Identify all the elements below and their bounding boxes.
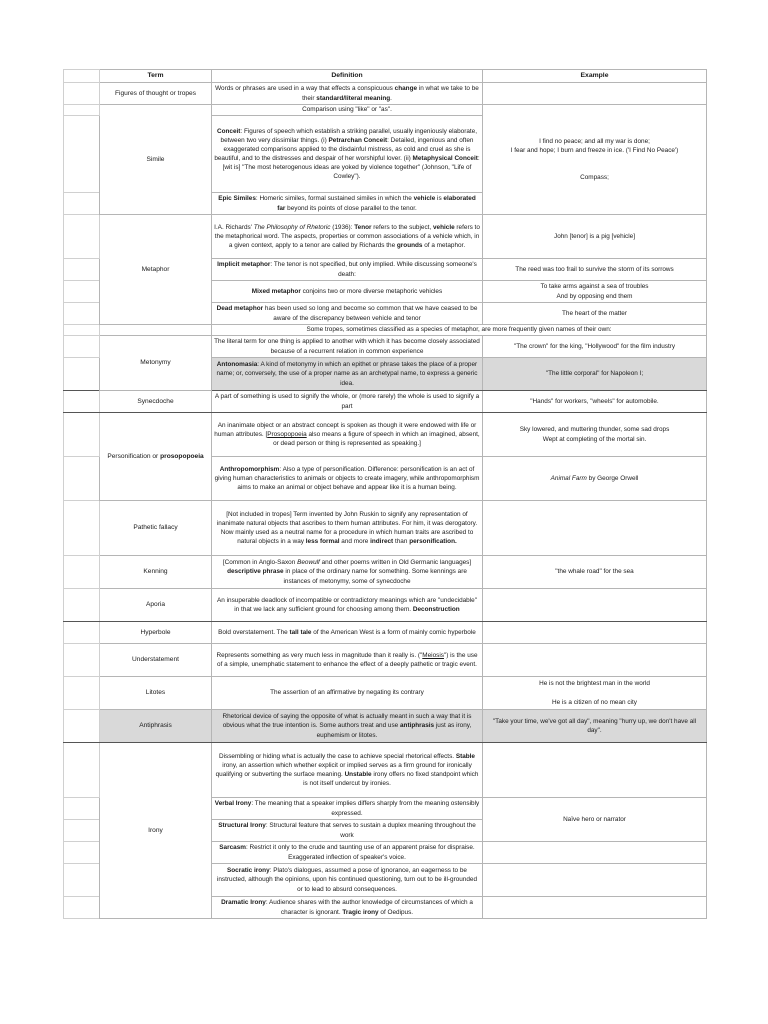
definition-cell: Bold overstatement. The tall tale of the American West is a form of mainly comic hyperbole — [212, 622, 483, 644]
row-index-cell — [64, 677, 100, 710]
row-index-cell — [64, 556, 100, 589]
row-index-cell — [64, 116, 100, 193]
row-index-cell — [64, 259, 100, 281]
row-index-cell — [64, 820, 100, 842]
definition-cell: Implicit metaphor: The tenor is not specified, but only implied. While discussing someone's death: — [212, 259, 483, 281]
definition-cell: Verbal Irony: The meaning that a speaker implies differs sharply from the meaning ostensibly expressed. — [212, 798, 483, 820]
definition-cell: Socratic irony: Plato's dialogues, assumed a pose of ignorance, an eagerness to be instructed, although the opinions, upon his continued questioning, turn out to be ill-grounded or to lead to absurd consequences. — [212, 864, 483, 897]
example-cell: "The crown" for the king, "Hollywood" for the film industry — [483, 336, 707, 358]
term-cell — [100, 325, 212, 336]
example-cell: "Take your time, we've got all day", meaning "hurry up, we don't have all day". — [483, 710, 707, 743]
definition-cell: Mixed metaphor conjoins two or more diverse metaphoric vehicles — [212, 281, 483, 303]
term-cell: Metonymy — [100, 336, 212, 391]
row-index-cell — [64, 710, 100, 743]
row-index-cell — [64, 325, 100, 336]
row-index-cell — [64, 589, 100, 622]
example-cell — [483, 622, 707, 644]
term-cell: Kenning — [100, 556, 212, 589]
row-index-cell — [64, 457, 100, 501]
row-index-cell — [64, 897, 100, 919]
row-index-cell — [64, 743, 100, 798]
definition-cell: Epic Similes: Homeric similes, formal sustained similes in which the vehicle is elaborated far beyond its points of close parallel to the tenor. — [212, 193, 483, 215]
row-index-cell — [64, 281, 100, 303]
example-cell — [483, 644, 707, 677]
table-row — [64, 644, 707, 677]
example-cell — [483, 864, 707, 897]
example-cell: The reed was too frail to survive the storm of its sorrows — [483, 259, 707, 281]
definition-cell: [Not included in tropes] Term invented by John Ruskin to signify any representation of inanimate natural objects that ascribes to them human attributes. For him, it was derogatory. Now mainly used as a neutral name for a procedure in which human traits are ascribed to natural objects in a way less formal and more indirect than personification. — [212, 501, 483, 556]
definition-cell: Structural Irony: Structural feature that serves to sustain a duplex meaning throughout the work — [212, 820, 483, 842]
definition-cell: Anthropomorphism: Also a type of personification. Difference: personification is an act of giving human characteristics to animals or objects to create imagery, while anthropomorphism aims to make an animal or object behave and appear like it is a human being. — [212, 457, 483, 501]
example-cell — [483, 501, 707, 556]
definition-cell: Words or phrases are used in a way that effects a conspicuous change in what we take to be their standard/literal meaning. — [212, 83, 483, 105]
glossary-table — [63, 69, 707, 919]
example-header: Example — [483, 70, 707, 83]
row-index-cell — [64, 105, 100, 116]
term-cell: Antiphrasis — [100, 710, 212, 743]
table-row — [64, 677, 707, 710]
definition-cell: Represents something as very much less in magnitude than it really is. ("Meiosis") is the use of a simple, unemphatic statement to enhance the effect of a deeply pathetic or tragic event. — [212, 644, 483, 677]
row-index-cell — [64, 83, 100, 105]
definition-cell: Sarcasm: Restrict it only to the crude and taunting use of an apparent praise for dispraise. Exaggerated inflection of speaker's voice. — [212, 842, 483, 864]
term-cell: Irony — [100, 743, 212, 919]
definition-cell: A part of something is used to signify the whole, or (more rarely) the whole is used to signify a part — [212, 391, 483, 413]
row-index-cell — [64, 622, 100, 644]
row-index-cell — [64, 358, 100, 391]
term-cell: Aporia — [100, 589, 212, 622]
table-row — [64, 589, 707, 622]
example-cell — [483, 842, 707, 864]
example-cell — [483, 743, 707, 798]
note-cell: Some tropes, sometimes classified as a species of metaphor, are more frequently given names of their own: — [212, 325, 707, 336]
example-cell: "The little corporal" for Napoleon I; — [483, 358, 707, 391]
table-row — [64, 336, 707, 358]
example-cell — [483, 897, 707, 919]
definition-cell: Dramatic Irony: Audience shares with the author knowledge of circumstances of which a character is ignorant. Tragic irony of Oedipus. — [212, 897, 483, 919]
term-cell: Personification or prosopopoeia — [100, 413, 212, 501]
row-index-cell — [64, 303, 100, 325]
table-row — [64, 743, 707, 798]
row-index-cell — [64, 391, 100, 413]
definition-cell: An inanimate object or an abstract concept is spoken as though it were endowed with life or human attributes. [Prosopopoeia also means a figure of speech in which an imagined, absent, or dead person or thing is represented as speaking.] — [212, 413, 483, 457]
example-cell: "Hands" for workers, "wheels" for automobile. — [483, 391, 707, 413]
term-cell: Litotes — [100, 677, 212, 710]
example-cell: Animal Farm by George Orwell — [483, 457, 707, 501]
definition-cell: Rhetorical device of saying the opposite of what is actually meant in such a way that it is obvious what the true intention is. Some authors treat and use antiphrasis just as irony, euphemism or litotes. — [212, 710, 483, 743]
table-row — [64, 391, 707, 413]
example-cell: John [tenor] is a pig [vehicle] — [483, 215, 707, 259]
term-cell: Figures of thought or tropes — [100, 83, 212, 105]
example-cell: Naïve hero or narrator — [483, 798, 707, 842]
example-cell: Sky lowered, and muttering thunder, some sad drops Wept at completing of the mortal sin. — [483, 413, 707, 457]
term-cell: Simile — [100, 105, 212, 215]
term-cell: Metaphor — [100, 215, 212, 325]
table-row — [64, 556, 707, 589]
table-row — [64, 83, 707, 105]
row-index-cell — [64, 70, 100, 83]
header-row — [64, 70, 707, 83]
table-row — [64, 325, 707, 336]
example-cell: I find no peace; and all my war is done; I fear and hope; I burn and freeze in ice. ('I Find No Peace') Compass; — [483, 105, 707, 215]
row-index-cell — [64, 193, 100, 215]
term-cell: Understatement — [100, 644, 212, 677]
example-cell: He is not the brightest man in the world He is a citizen of no mean city — [483, 677, 707, 710]
table-row — [64, 105, 707, 116]
row-index-cell — [64, 798, 100, 820]
row-index-cell — [64, 413, 100, 457]
term-cell: Pathetic fallacy — [100, 501, 212, 556]
definition-cell: Comparison using "like" or "as". — [212, 105, 483, 116]
row-index-cell — [64, 336, 100, 358]
definition-cell: The assertion of an affirmative by negating its contrary — [212, 677, 483, 710]
definition-cell: Dead metaphor has been used so long and become so common that we have ceased to be aware of the discrepancy between vehicle and tenor — [212, 303, 483, 325]
example-cell: "the whale road" for the sea — [483, 556, 707, 589]
row-index-cell — [64, 864, 100, 897]
row-index-cell — [64, 842, 100, 864]
definition-cell: I.A. Richards' The Philosophy of Rhetoric (1936): Tenor refers to the subject, vehicle refers to the metaphorical word. The aspects, properties or common associations of a vehicle which, in a given context, apply to a tenor are called by Richards the grounds of a metaphor. — [212, 215, 483, 259]
table-row — [64, 501, 707, 556]
term-cell: Synecdoche — [100, 391, 212, 413]
definition-cell: Conceit: Figures of speech which establish a striking parallel, usually ingeniously elaborate, between two very dissimilar things. (i) Petrarchan Conceit: Detailed, ingenious and often exaggerated comparisons applied to the disdainful mistress, as cold and cruel as she is beautiful, and to the distresses and despair of her worshipful lover. (ii) Metaphysical Conceit: [wit is] "The most heterogenous ideas are yoked by violence together" (Johnson, "Life of Cowley"). — [212, 116, 483, 193]
definition-cell: Dissembling or hiding what is actually the case to achieve special rhetorical effects. Stable irony, an assertion which whether explicit or implied serves as a firm ground for ironically qualifying or subverting the surface meaning. Unstable irony offers no fixed standpoint which is not itself undercut by ironies. — [212, 743, 483, 798]
example-cell — [483, 83, 707, 105]
definition-cell: [Common in Anglo-Saxon Beowulf and other poems written in Old Germanic languages] descriptive phrase in place of the ordinary name for something. Some kennings are instances of metonymy, some of synecdoche — [212, 556, 483, 589]
table-row — [64, 710, 707, 743]
table-row — [64, 413, 707, 457]
term-header: Term — [100, 70, 212, 83]
definition-cell: An insuperable deadlock of incompatible or contradictory meanings which are "undecidable" in that we lack any sufficient ground for choosing among them. Deconstruction — [212, 589, 483, 622]
row-index-cell — [64, 215, 100, 259]
table-row — [64, 215, 707, 259]
table-row — [64, 622, 707, 644]
definition-cell: The literal term for one thing is applied to another with which it has become closely associated because of a recurrent relation in common experience — [212, 336, 483, 358]
row-index-cell — [64, 644, 100, 677]
example-cell: To take arms against a sea of troubles And by opposing end them — [483, 281, 707, 303]
example-cell: The heart of the matter — [483, 303, 707, 325]
example-cell — [483, 589, 707, 622]
row-index-cell — [64, 501, 100, 556]
term-cell: Hyperbole — [100, 622, 212, 644]
definition-cell: Antonomasia: A kind of metonymy in which an epithet or phrase takes the place of a proper name; or, conversely, the use of a proper name as an archetypal name, to express a generic idea. — [212, 358, 483, 391]
definition-header: Definition — [212, 70, 483, 83]
